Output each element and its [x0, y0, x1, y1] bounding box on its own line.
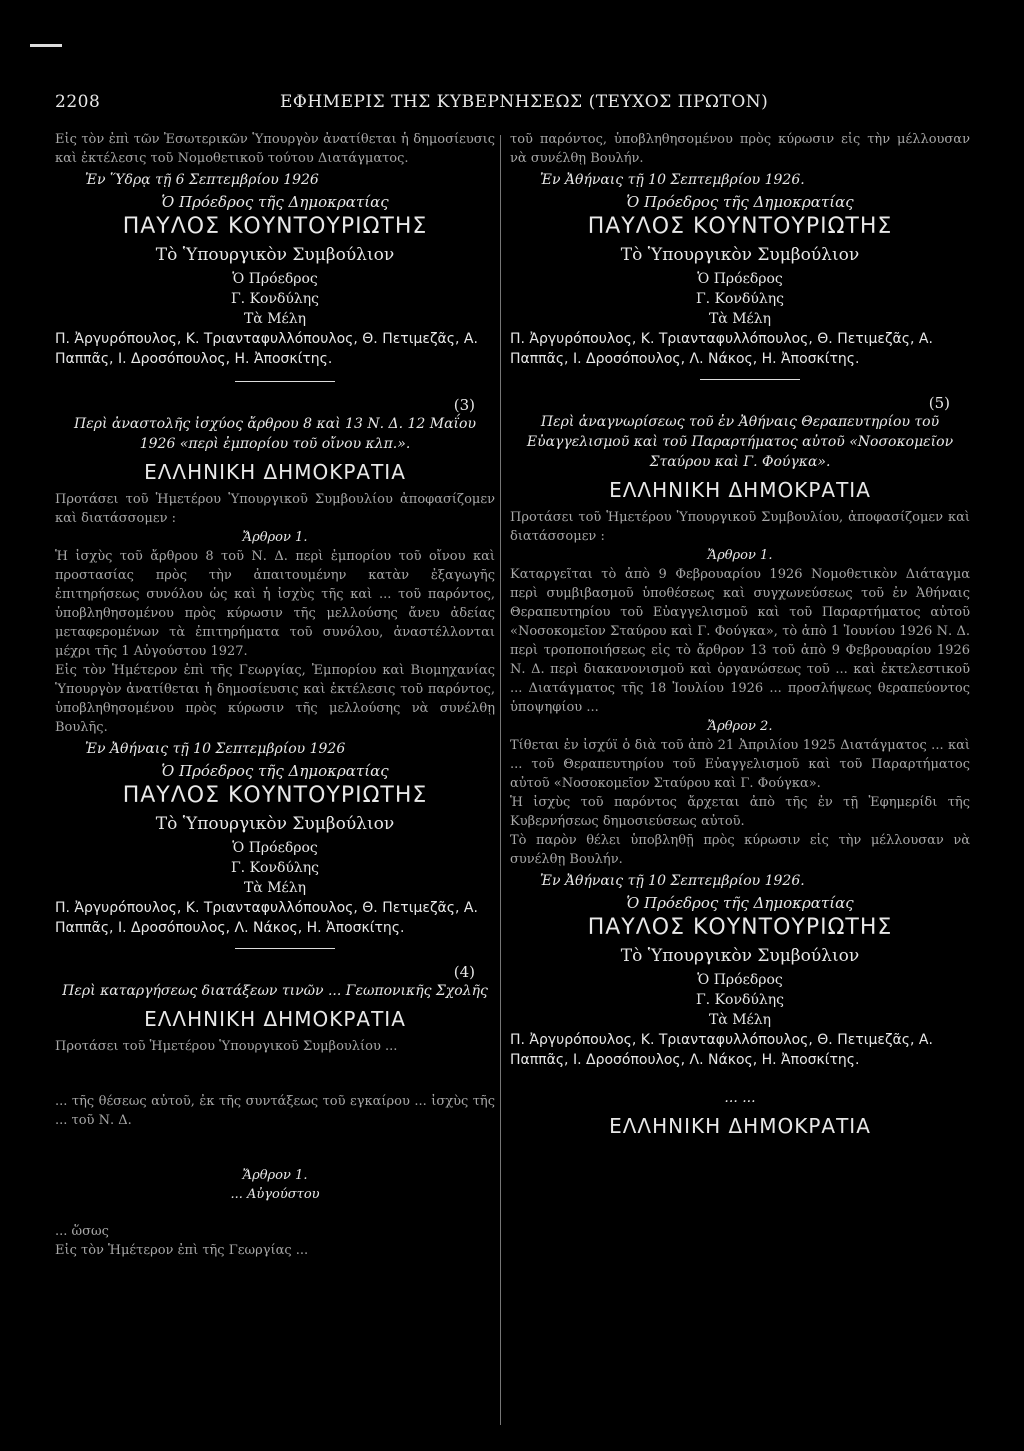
section-subject: Περὶ καταργήσεως διατάξεων τινῶν ... Γεωπονικῆς Σχολῆς [62, 983, 488, 999]
article-heading: Ἄρθρον 1. [707, 548, 773, 563]
president-name: ΠΑΥΛΟΣ ΚΟΥΝΤΟΥΡΙΩΤΗΣ [122, 783, 428, 808]
chair-name: Γ. Κονδύλης [230, 291, 320, 307]
chair-label: Ὁ Πρόεδρος [232, 271, 318, 287]
section-rule [235, 381, 335, 382]
article-heading: Ἄρθρον 1. [242, 530, 308, 545]
chair-name: Γ. Κονδύλης [230, 860, 320, 876]
chair-label: Ὁ Πρόεδρος [697, 972, 783, 988]
president-name: ΠΑΥΛΟΣ ΚΟΥΝΤΟΥΡΙΩΤΗΣ [587, 915, 893, 940]
column-divider [500, 135, 501, 1425]
chair-label: Ὁ Πρόεδρος [232, 840, 318, 856]
republic-heading: ΕΛΛΗΝΙΚΗ ΔΗΜΟΚΡΑΤΙΑ [609, 1114, 871, 1138]
members-label: Τὰ Μέλη [243, 880, 307, 896]
article-body: Ἡ ἰσχὺς τοῦ ἄρθρου 8 τοῦ Ν. Δ. περὶ ἐμπορίου τοῦ οἴνου καὶ προστασίας πρὸς τὴν ἀπαιτουμένην κατὰν ἐξαγωγῆς ἐπιτηρήσεως συνόλου ὡς καὶ ἡ ἰσχὺς τῆς καὶ ... τοῦ παρόντος, ὑποβληθησομένου πρὸς κύρωσιν τῆς μελλούσης ἄνευ ἀδείας μεταφερομένων τὰ ἐπιτηρήματα τοῦ συνόλου, ἀναστέλλονται μέχρι τῆς 1 Αὐγούστου 1927. [55, 549, 495, 659]
members-list: Π. Ἀργυρόπουλος, Κ. Τριανταφυλλόπουλος, Θ. Πετιμεζᾶς, Α. Παππᾶς, Ι. Δροσόπουλος, Λ. Νάκος, Η. Ἀποσκίτης. [510, 331, 933, 367]
right-column [510, 130, 970, 1144]
section-rule [700, 379, 800, 380]
section-subject: Περὶ ἀναστολῆς ἰσχύος ἄρθρου 8 καὶ 13 Ν. Δ. 12 Μαΐου 1926 «περὶ ἐμπορίου τοῦ οἴνου κλπ.». [74, 416, 476, 452]
section-subject: Περὶ ἀναγνωρίσεως τοῦ ἐν Ἀθήναις Θεραπευτηρίου τοῦ Εὐαγγελισμοῦ καὶ τοῦ Παραρτήματος αὐτοῦ «Νοσοκομεῖον Σταύρου καὶ Γ. Φούγκα». [526, 414, 954, 470]
section-number: (4) [453, 963, 475, 981]
members-label: Τὰ Μέλη [243, 311, 307, 327]
article-heading: Ἄρθρον 1. [242, 1168, 308, 1183]
republic-heading: ΕΛΛΗΝΙΚΗ ΔΗΜΟΚΡΑΤΙΑ [609, 478, 871, 502]
article-body: Ἡ ἰσχὺς τοῦ παρόντος ἄρχεται ἀπὸ τῆς ἐν τῇ Ἐφημερίδι τῆς Κυβερνήσεως δημοσιεύσεως αὐτοῦ. [510, 795, 970, 829]
gazette-title: ΕΦΗΜΕΡΙΣ ΤΗΣ ΚΥΒΕΡΝΗΣΕΩΣ (ΤΕΥΧΟΣ ΠΡΩΤΟΝ) [280, 92, 769, 112]
proposal-text: Προτάσει τοῦ Ἡμετέρου Ὑπουργικοῦ Συμβουλίου ἀποφασίζομεν καὶ διατάσσομεν : [55, 492, 495, 526]
intro-paragraph: Εἰς τὸν ἐπὶ τῶν Ἐσωτερικῶν Ὑπουργὸν ἀνατίθεται ἡ δημοσίευσις καὶ ἐκτέλεσις τοῦ Νομοθετικοῦ τούτου Διατάγματος. [55, 132, 495, 166]
section-rule [235, 948, 335, 949]
top-rule [30, 44, 62, 47]
members-list: Π. Ἀργυρόπουλος, Κ. Τριανταφυλλόπουλος, Θ. Πετιμεζᾶς, Α. Παππᾶς, Ι. Δροσόπουλος, Λ. Νάκος, Η. Ἀποσκίτης. [55, 900, 478, 936]
members-label: Τὰ Μέλη [708, 1012, 772, 1028]
article-body: Τὸ παρὸν θέλει ὑποβληθῇ πρὸς κύρωσιν εἰς τὴν μέλλουσαν νὰ συνέλθῃ Βουλήν. [510, 833, 970, 867]
place-date: Ἐν Ἀθήναις τῇ 10 Σεπτεμβρίου 1926. [540, 172, 805, 188]
council-heading: Τὸ Ὑπουργικὸν Συμβούλιον [620, 245, 860, 265]
place-date: Ἐν Ὕδρᾳ τῇ 6 Σεπτεμβρίου 1926 [85, 172, 319, 188]
continuation-paragraph: τοῦ παρόντος, ὑποβληθησομένου πρὸς κύρωσιν εἰς τὴν μέλλουσαν νὰ συνέλθῃ Βουλήν. [510, 132, 970, 166]
section-number: (5) [928, 394, 950, 412]
president-title: Ὁ Πρόεδρος τῆς Δημοκρατίας [161, 762, 389, 780]
article-body: Εἰς τὸν Ἡμέτερον ἐπὶ τῆς Γεωργίας ... [55, 1243, 309, 1258]
chair-name: Γ. Κονδύλης [695, 291, 785, 307]
article-fragment: ... Αὐγούστου [230, 1187, 320, 1202]
article-fragment: ... ὥσως [55, 1224, 109, 1239]
chair-name: Γ. Κονδύλης [695, 992, 785, 1008]
president-title: Ὁ Πρόεδρος τῆς Δημοκρατίας [626, 894, 854, 912]
article-body: Καταργεῖται τὸ ἀπὸ 9 Φεβρουαρίου 1926 Νομοθετικὸν Διάταγμα περὶ συμβιβασμοῦ ὑποθέσεως καὶ συγχωνεύσεως τοῦ ἐν Ἀθήναις Θεραπευτηρίου τοῦ Εὐαγγελισμοῦ καὶ τοῦ Παραρτήματος αὐτοῦ «Νοσοκομεῖον Σταύρου καὶ Γ. Φούγκα», τὸ ἀπὸ 1 Ἰουνίου 1926 Ν. Δ. περὶ τροποποιήσεως εἰς τὸ ἄρθρον 13 τοῦ ἀπὸ 9 Φεβρουαρίου 1926 Ν. Δ. περὶ διακανονισμοῦ καὶ ὀργανώσεως τοῦ ... καὶ ἐκτελεστικοῦ ... Διατάγματος τῆς 18 Ἰουλίου 1926 ... προσλήψεως θεραπεύοντος ὑποψηφίου ... [510, 567, 970, 715]
president-title: Ὁ Πρόεδρος τῆς Δημοκρατίας [626, 193, 854, 211]
place-date: Ἐν Ἀθήναις τῇ 10 Σεπτεμβρίου 1926. [540, 873, 805, 889]
republic-heading: ΕΛΛΗΝΙΚΗ ΔΗΜΟΚΡΑΤΙΑ [144, 460, 406, 484]
council-heading: Τὸ Ὑπουργικὸν Συμβούλιον [155, 814, 395, 834]
council-heading: Τὸ Ὑπουργικὸν Συμβούλιον [155, 245, 395, 265]
article-body: Τίθεται ἐν ἰσχύϊ ὁ διὰ τοῦ ἀπὸ 21 Ἀπριλίου 1925 Διατάγματος ... καὶ ... τοῦ Θεραπευτηρίου τοῦ Εὐαγγελισμοῦ καὶ τοῦ Παραρτήματος αὐτοῦ «Νοσοκομεῖον Σταύρου καὶ Γ. Φούγκα». [510, 738, 970, 791]
members-list: Π. Ἀργυρόπουλος, Κ. Τριανταφυλλόπουλος, Θ. Πετιμεζᾶς, Α. Παππᾶς, Ι. Δροσόπουλος, Λ. Νάκος, Η. Ἀποσκίτης. [510, 1032, 933, 1068]
page-number: 2208 [55, 92, 101, 112]
page-header [55, 88, 985, 118]
president-title: Ὁ Πρόεδρος τῆς Δημοκρατίας [161, 193, 389, 211]
council-heading: Τὸ Ὑπουργικὸν Συμβούλιον [620, 946, 860, 966]
article-heading: Ἄρθρον 2. [707, 719, 773, 734]
president-name: ΠΑΥΛΟΣ ΚΟΥΝΤΟΥΡΙΩΤΗΣ [587, 214, 893, 239]
members-list: Π. Ἀργυρόπουλος, Κ. Τριανταφυλλόπουλος, Θ. Πετιμεζᾶς, Α. Παππᾶς, Ι. Δροσόπουλος, Η. Ἀποσκίτης. [55, 331, 478, 367]
article-body: Εἰς τὸν Ἡμέτερον ἐπὶ τῆς Γεωργίας, Ἐμπορίου καὶ Βιομηχανίας Ὑπουργὸν ἀνατίθεται ἡ δημοσίευσις καὶ ἐκτέλεσις τοῦ παρόντος, ὑποβληθησομένου πρὸς κύρωσιν τῆς μελλούσης νὰ συνέλθῃ Βουλῆς. [55, 663, 495, 735]
proposal-text: Προτάσει τοῦ Ἡμετέρου Ὑπουργικοῦ Συμβουλίου, ἀποφασίζομεν καὶ διατάσσομεν : [510, 510, 970, 544]
section-number: (3) [453, 396, 475, 414]
members-label: Τὰ Μέλη [708, 311, 772, 327]
republic-heading: ΕΛΛΗΝΙΚΗ ΔΗΜΟΚΡΑΤΙΑ [144, 1007, 406, 1031]
section-subject: ... ... [724, 1090, 756, 1106]
left-column [55, 130, 495, 1260]
place-date: Ἐν Ἀθήναις τῇ 10 Σεπτεμβρίου 1926 [85, 741, 346, 757]
chair-label: Ὁ Πρόεδρος [697, 271, 783, 287]
article-body: ... τῆς θέσεως αὐτοῦ, ἐκ τῆς συντάξεως τοῦ εγκαίρου ... ἰσχὺς τῆς ... τοῦ Ν. Δ. [55, 1094, 495, 1128]
proposal-text: Προτάσει τοῦ Ἡμετέρου Ὑπουργικοῦ Συμβουλίου ... [55, 1039, 398, 1054]
president-name: ΠΑΥΛΟΣ ΚΟΥΝΤΟΥΡΙΩΤΗΣ [122, 214, 428, 239]
